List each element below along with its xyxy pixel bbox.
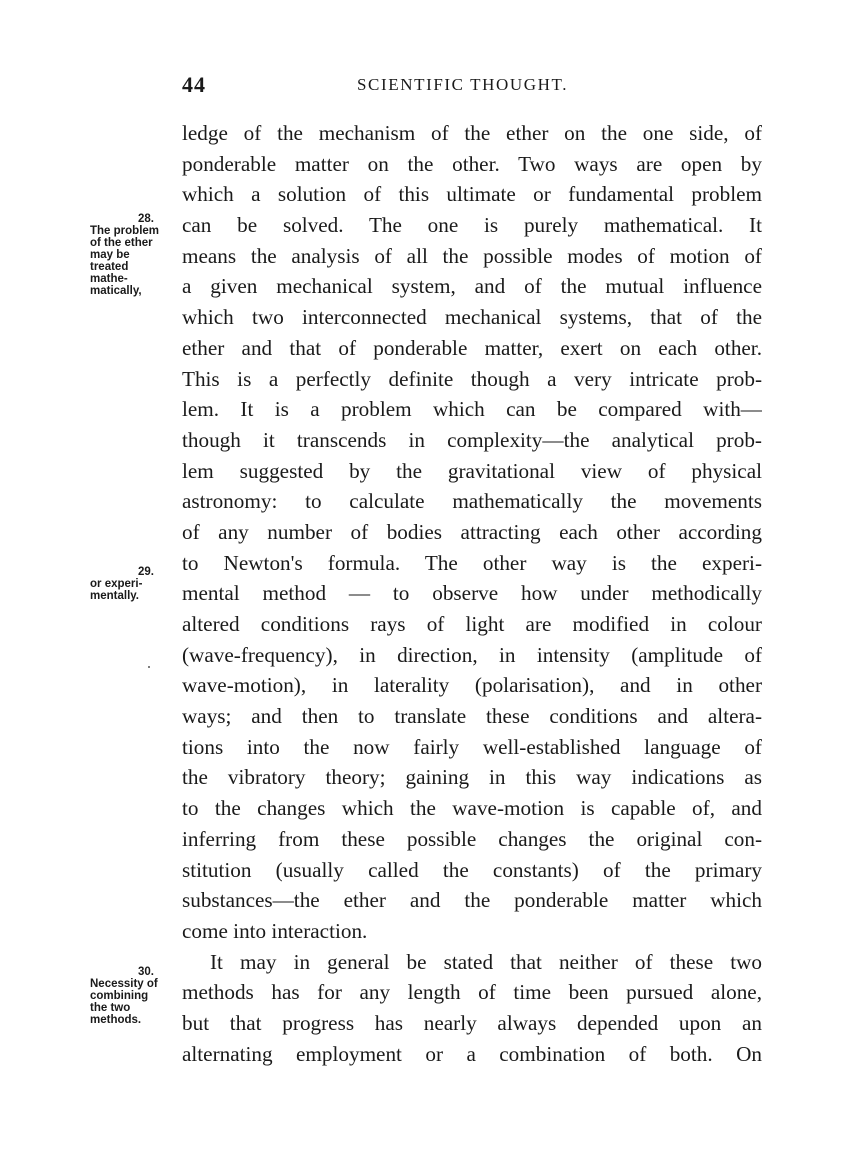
text-line: of any number of bodies attracting each other according — [182, 519, 762, 544]
text-line: can be solved. The one is purely mathematical. It — [182, 213, 762, 238]
text-line: altered conditions rays of light are modified in colour — [182, 612, 762, 636]
margin-note-text: The problem of the ether may be treated mathe- matically, — [90, 225, 160, 297]
text-line: to the changes which the wave-motion is capable of, and — [182, 796, 762, 821]
text-line: lem. It is a problem which can be compared with— — [182, 397, 762, 422]
running-header — [182, 72, 762, 102]
text-line: methods has for any length of time been pursued alone, — [182, 980, 762, 1005]
text-line: ways; and then to translate these conditions and altera- — [182, 704, 762, 729]
text-line: (wave-frequency), in direction, in intensity (amplitude of — [182, 642, 762, 667]
text-line: substances—the ether and the ponderable matter which — [182, 888, 762, 913]
text-line: lem suggested by the gravitational view of physical — [182, 458, 762, 483]
margin-note-29 — [90, 566, 180, 602]
running-title: SCIENTIFIC THOUGHT. — [357, 75, 569, 94]
text-line: This is a perfectly definite though a very intricate prob- — [182, 366, 762, 391]
margin-note-text: Necessity of combining the two methods. — [90, 978, 158, 1026]
text-line: wave-motion), in laterality (polarisation), and in other — [182, 673, 762, 698]
ink-speck — [148, 666, 150, 668]
margin-note-number: 28. — [138, 213, 154, 225]
margin-note-28 — [90, 213, 180, 297]
text-line: come into interaction. — [182, 918, 368, 943]
text-line: the vibratory theory; gaining in this way indications as — [182, 765, 762, 790]
text-line: ledge of the mechanism of the ether on the one side, of — [182, 121, 762, 145]
text-line: though it transcends in complexity—the analytical prob- — [182, 427, 762, 452]
text-line: alternating employment or a combination of both. On — [182, 1041, 762, 1066]
body-text — [182, 118, 762, 1069]
text-line: to Newton's formula. The other way is the experi- — [182, 550, 762, 575]
text-line: which two interconnected mechanical systems, that of the — [182, 305, 762, 330]
margin-note-text: or experi- mentally. — [90, 578, 143, 602]
text-line: but that progress has nearly always depended upon an — [182, 1010, 762, 1035]
margin-note-number: 29. — [138, 566, 154, 578]
text-line: ponderable matter on the other. Two ways are open by — [182, 151, 762, 176]
page-number: 44 — [182, 72, 206, 97]
text-line: stitution (usually called the constants) of the primary — [182, 857, 762, 882]
margin-note-number: 30. — [138, 966, 154, 978]
text-line: astronomy: to calculate mathematically the movements — [182, 489, 762, 514]
text-line: ether and that of ponderable matter, exert on each other. — [182, 335, 762, 360]
text-line: tions into the now fairly well-established language of — [182, 734, 762, 759]
text-line: It may in general be stated that neither of these two — [210, 949, 762, 974]
text-line: a given mechanical system, and of the mutual influence — [182, 274, 762, 299]
margin-note-30 — [90, 966, 180, 1026]
text-line: inferring from these possible changes the original con- — [182, 826, 762, 851]
text-line: mental method — to observe how under methodically — [182, 581, 762, 606]
text-line: means the analysis of all the possible modes of motion of — [182, 243, 762, 268]
text-line: which a solution of this ultimate or fundamental problem — [182, 182, 762, 207]
